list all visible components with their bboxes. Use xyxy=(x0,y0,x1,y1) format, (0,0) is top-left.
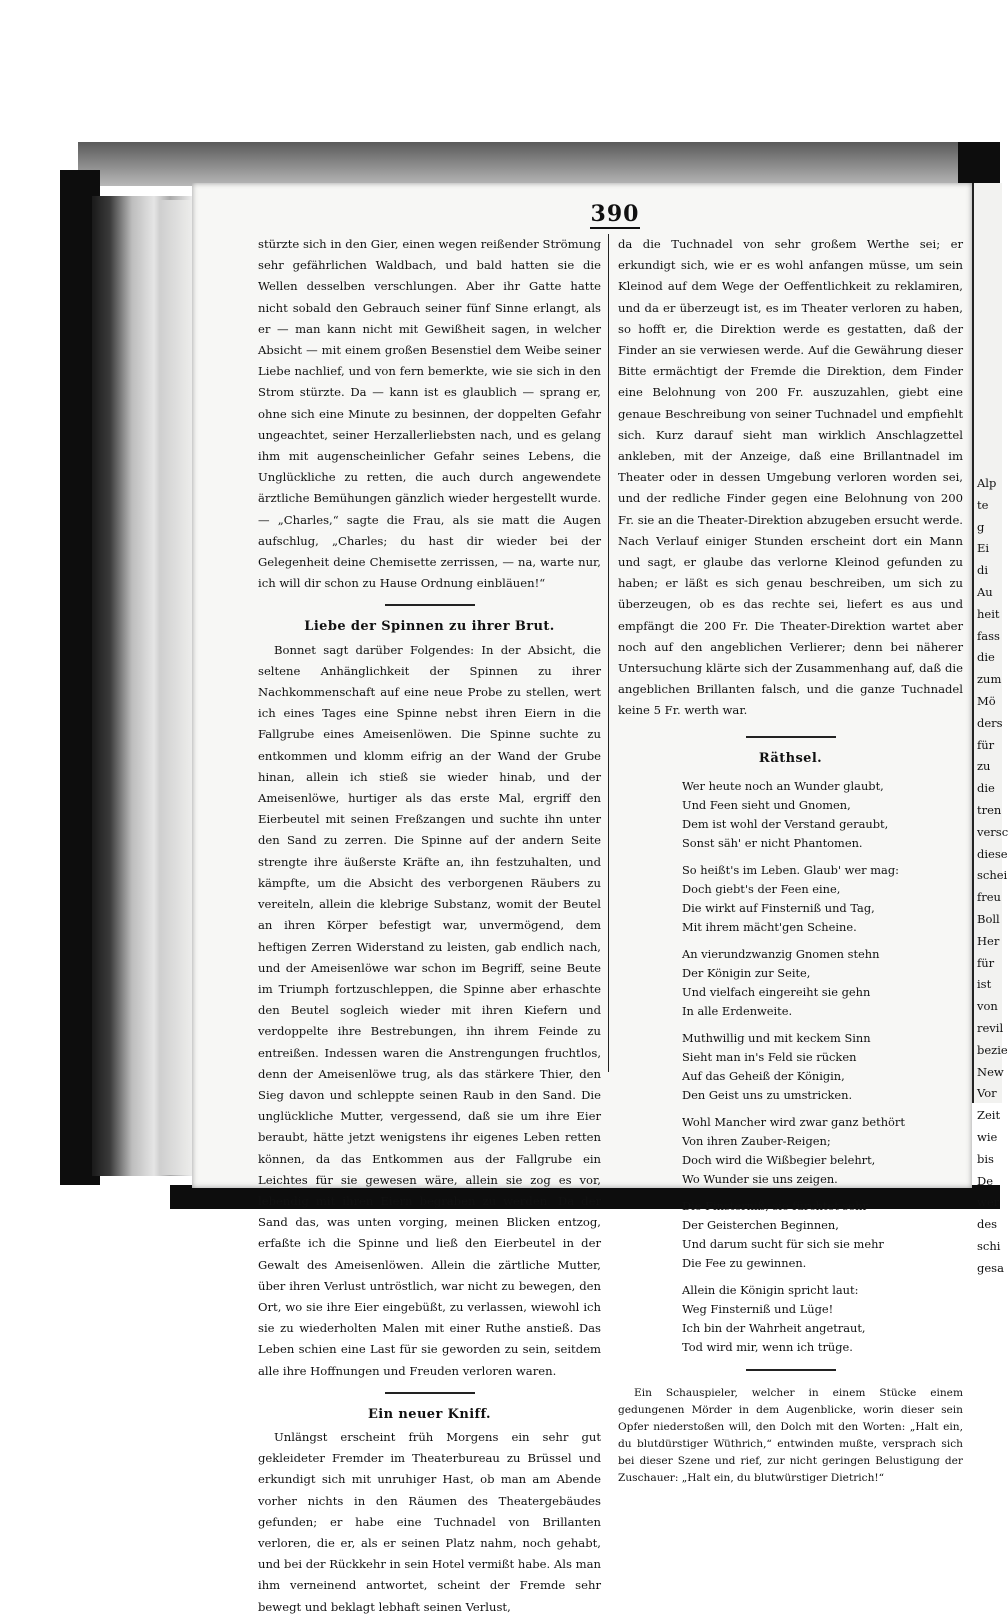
next-page-fragment: New xyxy=(977,1064,1004,1079)
next-page-fragment: versc xyxy=(977,824,1008,839)
poem-line: Die Fee zu gewinnen. xyxy=(682,1255,807,1270)
poem-line: Muthwillig und mit keckem Sinn xyxy=(682,1030,871,1045)
next-page-fragment: Boll xyxy=(977,911,1000,926)
poem-line: Die wirkt auf Finsterniß und Tag, xyxy=(682,900,875,915)
next-page-fragment: Vor xyxy=(977,1086,997,1101)
next-page-fragment: wie xyxy=(977,1129,998,1144)
poem-line: Wohl Mancher wird zwar ganz bethört xyxy=(682,1114,905,1129)
next-page-fragment: fass xyxy=(977,628,1000,643)
next-page-strip xyxy=(972,183,1008,1275)
next-page-fragment: g xyxy=(977,519,985,534)
next-page-fragment: ders xyxy=(977,715,1003,730)
next-page-fragment: Mö xyxy=(977,693,996,708)
section-rule xyxy=(385,1392,475,1394)
next-page-fragment: di xyxy=(977,563,989,578)
poem-line: Ich bin der Wahrheit angetraut, xyxy=(682,1320,866,1335)
poem-line: Den Geist uns zu umstricken. xyxy=(682,1087,853,1102)
next-page-fragment: te xyxy=(977,497,989,512)
poem xyxy=(682,777,963,1357)
next-page-fragment: freu xyxy=(977,890,1001,905)
next-page-fragment: bis xyxy=(977,1151,994,1166)
next-page-fragment: von xyxy=(977,999,998,1014)
poem-line: Auf das Geheiß der Königin, xyxy=(682,1068,845,1083)
next-page-fragment: Her xyxy=(977,933,1000,948)
section-rule xyxy=(385,604,475,606)
poem-title: Räthsel. xyxy=(758,750,823,766)
next-page-fragment: Au xyxy=(977,584,993,599)
section-rule xyxy=(746,736,836,738)
poem-line: Der Königin zur Seite, xyxy=(682,965,811,980)
poem-line: Tod wird mir, wenn ich trüge. xyxy=(682,1339,853,1354)
next-page-fragment: für xyxy=(977,737,995,752)
article2-title: Ein neuer Kniff. xyxy=(368,1406,491,1422)
next-page-fragment: tren xyxy=(977,802,1002,817)
column-divider xyxy=(608,234,609,1072)
next-page-fragment: die xyxy=(977,650,995,665)
poem-line: Wer heute noch an Wunder glaubt, xyxy=(682,778,884,793)
poem-line: Von ihren Zauber-Reigen; xyxy=(682,1133,831,1148)
left-column xyxy=(258,234,601,1618)
book-top-edge xyxy=(78,142,958,186)
next-page-fragment: Alp xyxy=(977,476,997,490)
poem-line: Sieht man in's Feld sie rücken xyxy=(682,1049,857,1064)
next-page-fragment: bezie xyxy=(977,1042,1008,1057)
poem-line: Doch wird die Wißbegier belehrt, xyxy=(682,1152,876,1167)
poem-line: Und vielfach eingereiht sie gehn xyxy=(682,984,871,999)
next-page-fragment: ist xyxy=(977,977,992,992)
next-page-fragment: zum xyxy=(977,672,1002,687)
poem-line: An vierundzwanzig Gnomen stehn xyxy=(682,946,880,961)
page-number: 390 xyxy=(590,201,640,227)
next-page-fragment: schei xyxy=(977,868,1008,883)
article1-body: Bonnet sagt darüber Folgendes: In der Absicht, die seltene Anhänglichkeit der Spinnen zu ihrer Nachkommenschaft auf eine neue Probe zu stellen, wert ich eines Tages eine Spinne nebst ihren Eiern in die Fallgrube eines Ameisenlöwen. Die Spinne suchte zu entkommen und klomm eifrig an der Wand der Grube hinan, allein ich stieß sie wieder hinab, und der Ameisenlöwe, hurtiger als das erste Mal, ergriff den Eierbeutel mit seinen Freßzangen und suchte ihn unter den Sand zu zerren. Die Spinne auf der andern Seite strengte ihre äußerste Kräfte an, ihn festzuhalten, und kämpfte, um die Absicht des verborgenen Räubers zu vereiteln, allein die klebrige Substanz, womit der Beutel an ihren Körper befestigt war, unvermögend, dem heftigen Zerren Widerstand zu leisten, gab endlich nach, und der Ameisenlöwe war schon im Begriff, seine Beute im Triumph fortzuschleppen, die Spinne aber erhaschte den Beutel sogleich wieder mit ihren Kiefern und verdoppelte ihre Bestrebungen, ihn ihrem Feinde zu entreißen. Indessen waren die Anstrengungen fruchtlos, denn der Ameisenlöwe trug, als das stärkere Thier, den Sieg davon und schleppte seinen Raub in den Sand. Die unglückliche Mutter, vergessend, daß sie um ihre Eier beraubt, hätte jetzt wenigstens ihr eigenes Leben retten können, da das Entkommen aus der Fallgrube ein Leichtes für sie gewesen wäre, allein sie zog es vor, lebendig mit ihren Eiern begraben zu werden. Da der Sand das, was unten vorging, meinen Blicken entzog, erfaßte ich die Spinne und ließ den Eierbeutel in der Gewalt des Ameisenlöwen. Allein die zärtliche Mutter, über ihren Verlust untröstlich, war nicht zu bewegen, den Ort, wo sie ihre Eier eingebüßt, zu verlassen, wiewohl ich sie zu wiederholten Malen mit einer Ruthe anstieß. Das Leben schien eine Last für sie geworden zu sein, seitdem alle ihre Hoffnungen und Freuden verloren waren. xyxy=(258,642,601,1378)
article1-title: Liebe der Spinnen zu ihrer Brut. xyxy=(304,619,555,635)
next-page-fragment: wer xyxy=(977,1195,1000,1210)
next-page-fragment: schi xyxy=(977,1238,1001,1253)
poem-line: Weg Finsterniß und Lüge! xyxy=(682,1301,834,1316)
right-column xyxy=(618,234,963,1487)
poem-line: Doch giebt's der Feen eine, xyxy=(682,881,841,896)
next-page-fragment: De xyxy=(977,1173,994,1188)
page-number-rule xyxy=(590,227,640,229)
poem-line: Und Feen sieht und Gnomen, xyxy=(682,797,851,812)
next-page-fragment: zu xyxy=(977,759,991,774)
poem-line: Der Geisterchen Beginnen, xyxy=(682,1217,839,1232)
intro-paragraph: stürzte sich in den Gier, einen wegen reißender Strömung sehr gefährlichen Waldbach, und bald hatten sie die Wellen desselben verschlungen. Aber ihr Gatte hatte nicht sobald den Gebrauch seiner fünf Sinne erlangt, als er — man kann nicht mit Gewißheit sagen, in welcher Absicht — mit einem großen Besenstiel dem Weibe seiner Liebe nachlief, und von fern bemerkte, wie sie sich in den Strom stürzte. Da — kann ist es glaublich — sprang er, ohne sich eine Minute zu besinnen, der doppelten Gefahr ungeachtet, seiner Herzallerliebsten nach, und es gelang ihm mit augenscheinlicher Gefahr seines Lebens, die Unglückliche zu retten, die auch durch angewendete ärztliche Bemühungen gänzlich wieder hergestellt wurde. — „Charles,“ sagte die Frau, als sie matt die Augen aufschlug, „Charles; du hast dir wieder bei der Gelegenheit deine Chemisette zerrissen, — na, warte nur, ich will dir schon zu Hause Ordnung einbläuen!“ xyxy=(258,237,601,591)
section-rule xyxy=(746,1369,836,1371)
poem-line: Die Finsterniß, sie fürchtet sehr xyxy=(682,1198,868,1213)
poem-line: Allein die Königin spricht laut: xyxy=(682,1282,859,1297)
poem-line: In alle Erdenweite. xyxy=(682,1003,793,1018)
next-page-fragment: Zeit xyxy=(977,1108,1001,1123)
poem-line: Mit ihrem mächt'gen Scheine. xyxy=(682,919,857,934)
next-page-fragment: für xyxy=(977,955,995,970)
article2-continuation: da die Tuchnadel von sehr großem Werthe sei; er erkundigt sich, wie er es wohl anfangen müsse, um sein Kleinod auf dem Wege der Oeffentlichkeit zu reklamiren, und da er überzeugt ist, es im Theater verloren zu haben, so hofft er, die Direktion werde es gestatten, daß der Finder an sie verwiesen werde. Auf die Gewährung dieser Bitte ermächtigt der Fremde die Direktion, dem Finder eine Belohnung von 200 Fr. auszuzahlen, giebt eine genaue Beschreibung von seiner Tuchnadel und empfiehlt sich. Kurz darauf sieht man wirklich Anschlagzettel ankleben, mit der Anzeige, daß eine Brillantnadel im Theater oder in dessen Umgebung verloren worden sei, und der redliche Finder gegen eine Belohnung von 200 Fr. sie an die Theater-Direktion abzugeben ersucht werde. Nach Verlauf einiger Stunden erscheint dort ein Mann und sagt, er glaube das verlorne Kleinod gefunden zu haben; er läßt es sich genau beschreiben, um sich zu überzeugen, ob es das rechte sei, liefert es aus und empfängt die 200 Fr. Die Theater-Direktion wartet aber noch auf den angeblichen Verlierer; denn bei näherer Untersuchung klärte sich der Zusammenhang auf, daß die angeblichen Brillanten falsch, und die ganze Tuchnadel keine 5 Fr. werth war. xyxy=(618,237,963,718)
article2-body: Unlängst erscheint früh Morgens ein sehr gut gekleideter Fremder im Theaterbureau zu Brüssel und erkundigt sich mit unruhiger Hast, ob man am Abende vorher nichts in den Räumen des Theatergebäudes gefunden; er habe eine Tuchnadel von Brillanten verloren, die er, als er seinen Platz nahm, noch gehabt, und bei der Rückkehr in sein Hotel vermißt habe. Als man ihm verneinend antwortet, scheint der Fremde sehr bewegt und beklagt lebhaft seinen Verlust, xyxy=(258,1429,601,1614)
poem-line: Dem ist wohl der Verstand geraubt, xyxy=(682,816,889,831)
poem-line: Und darum sucht für sich sie mehr xyxy=(682,1236,884,1251)
next-page-fragment: die xyxy=(977,781,995,796)
next-page-fragment: gesa xyxy=(977,1260,1004,1275)
next-page-fragment: diese xyxy=(977,846,1008,861)
poem-line: So heißt's im Leben. Glaub' wer mag: xyxy=(682,862,899,877)
next-page-fragment: heit xyxy=(977,606,1000,621)
next-page-fragment: Ei xyxy=(977,541,990,556)
anecdote-paragraph: Ein Schauspieler, welcher in einem Stücke einem gedungenen Mörder in dem Augenblicke, worin dieser sein Opfer niederstoßen will, den Dolch mit den Worten: „Halt ein, du blutdürstiger Wüthrich,“ entwinden mußte, versprach sich bei dieser Szene und rief, zur nicht geringen Belustigung der Zuschauer: „Halt ein, du blutwürstiger Dietrich!“ xyxy=(618,1386,963,1484)
poem-line: Sonst säh' er nicht Phantomen. xyxy=(682,835,863,850)
next-page-fragment: des xyxy=(977,1217,998,1232)
next-page-fragment: revil xyxy=(977,1020,1004,1035)
poem-line: Wo Wunder sie uns zeigen. xyxy=(682,1171,838,1186)
